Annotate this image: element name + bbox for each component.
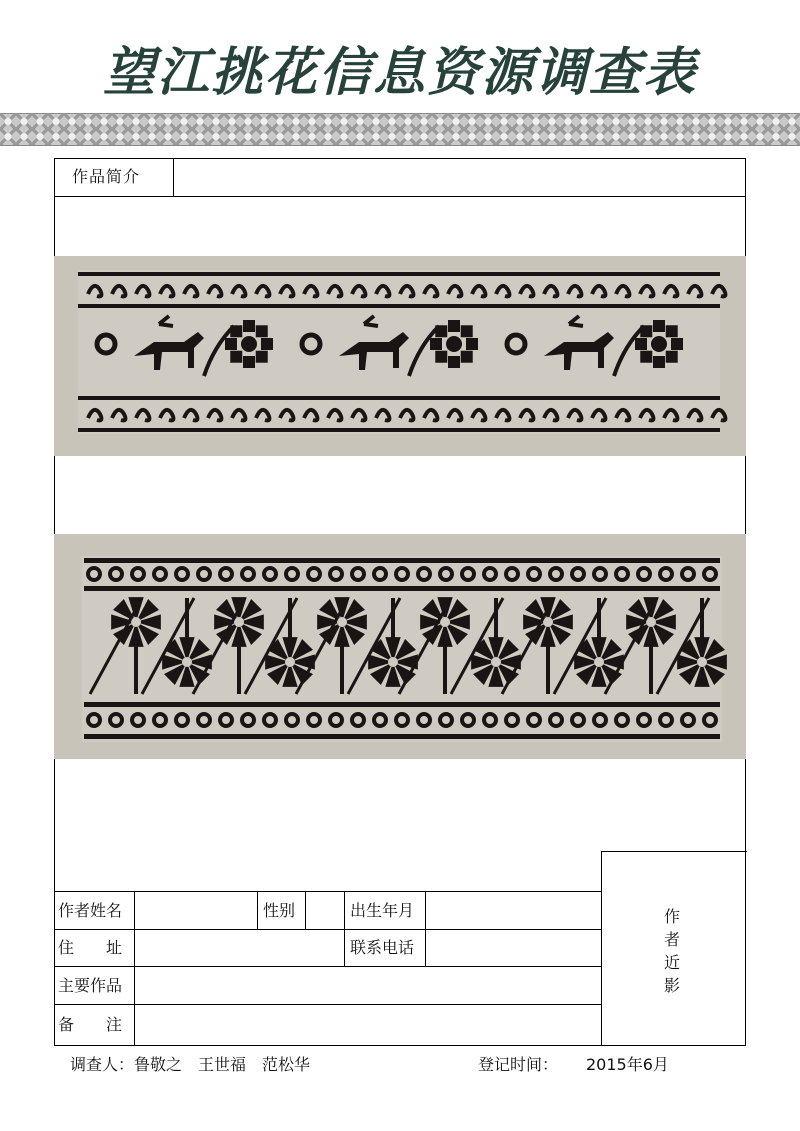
column-divider: [257, 891, 258, 929]
page-title: 望江挑花信息资源调查表: [102, 42, 697, 103]
address-field[interactable]: [136, 931, 343, 965]
phone-label: 联系电话: [350, 938, 415, 957]
photo-box-top: [601, 851, 747, 852]
row-divider: [54, 891, 601, 892]
photo-box-left: [601, 851, 602, 1046]
surveyors-text: 调查人：鲁敬之 王世福 范松华: [70, 1055, 311, 1074]
remarks-field[interactable]: [136, 1006, 599, 1044]
column-divider: [344, 891, 345, 966]
author-photo-box[interactable]: [603, 853, 745, 1044]
phone-field[interactable]: [427, 931, 599, 965]
gender-field[interactable]: [307, 893, 343, 928]
row-divider: [54, 196, 746, 197]
address-label: 住 址: [58, 938, 123, 957]
embroidery-image-2: [54, 534, 746, 759]
author-photo-label: 作者近影: [663, 907, 680, 995]
column-divider: [305, 891, 306, 929]
intro-field[interactable]: [175, 160, 743, 194]
row-divider: [54, 1004, 601, 1005]
column-divider: [173, 158, 174, 196]
decorative-border-band: [0, 113, 800, 146]
works-field[interactable]: [136, 968, 599, 1003]
register-date-label: 登记时间：: [478, 1055, 559, 1074]
works-label: 主要作品: [58, 976, 123, 995]
remarks-label: 备 注: [58, 1015, 123, 1034]
birth-field[interactable]: [427, 893, 599, 928]
author-name-label: 作者姓名: [58, 901, 123, 920]
row-divider: [54, 929, 601, 930]
column-divider: [425, 891, 426, 966]
birth-label: 出生年月: [350, 901, 415, 920]
row-divider: [54, 966, 601, 967]
register-date-value: 2015年6月: [586, 1055, 669, 1074]
embroidery-image-1: [54, 256, 746, 456]
gender-label: 性别: [263, 901, 296, 920]
column-divider: [134, 891, 135, 1046]
author-name-field[interactable]: [136, 893, 256, 928]
intro-label: 作品简介: [72, 167, 141, 186]
